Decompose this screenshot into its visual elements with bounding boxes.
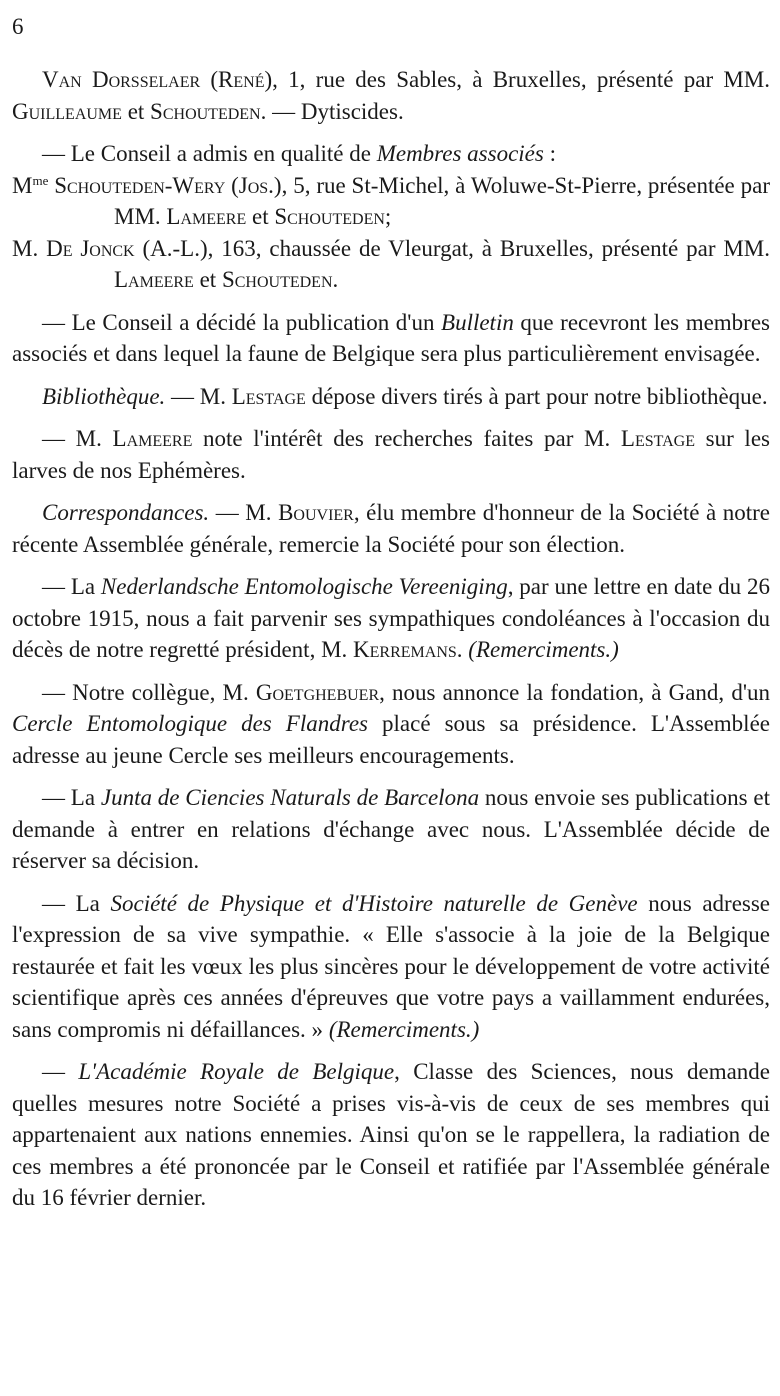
goetghebuer-paragraph: — Notre collègue, M. Goetghebuer, nous annonce la fondation, à Gand, d'un Cercle Entomologique des Flandres placé sous sa présidence. L'Assemblée adresse au jeune Cercle ses meilleurs encouragements. (12, 679, 770, 768)
bulletin-paragraph: — Le Conseil a décidé la publication d'un Bulletin que recevront les membres associés et dans lequel la faune de Belgique sera plus particulièrement envisagée. (12, 309, 771, 366)
barcelona-paragraph: — La Junta de Ciencies Naturals de Barcelona nous envoie ses publications et demande à entrer en relations d'échange avec nous. L'Assemblée décide de réserver sa décision. (12, 785, 770, 873)
bibliotheque-paragraph: Bibliothèque. — M. Lestage dépose divers tirés à part pour notre bibliothèque. (42, 383, 768, 409)
associates-intro: — Le Conseil a admis en qualité de Membres associés : (42, 141, 556, 166)
entry-de-jonck: M. De Jonck (A.-L.), 163, chaussée de Vleurgat, à Bruxelles, présenté par MM. Lameere et Schouteden. (12, 235, 770, 292)
member-name: Van Dorsselaer (René) (42, 67, 273, 92)
geneve-paragraph: — La Société de Physique et d'Histoire naturelle de Genève nous adresse l'expression de sa vive sympathie. « Elle s'associe à la joie de la Belgique restaurée et fait les vœux les plus sincères pour le développement de votre activité scientifique après ces années d'épreuves que votre pays a vaillamment endurées, sans compromis ni défaillances. » (Remerciments.) (12, 890, 771, 1042)
sponsor-name: Schouteden (274, 204, 385, 229)
sponsor-name: Schouteden (150, 98, 261, 124)
correspondances-paragraph: Correspondances. — M. Bouvier, élu membre d'honneur de la Société à notre récente Assemblée générale, remercie la Société pour son élection. (12, 500, 771, 557)
sponsor-name: Schouteden (221, 267, 333, 292)
member-name: De Jonck (A.-L.) (46, 235, 208, 261)
page-number: 6 (12, 14, 24, 39)
sponsor-name: Lameere (114, 267, 194, 292)
lameere-note-paragraph: — M. Lameere note l'intérêt des recherches faites par M. Lestage sur les larves de nos Ephémères. (12, 426, 770, 483)
page-body (12, 64, 770, 1214)
academie-paragraph: — L'Académie Royale de Belgique, Classe des Sciences, nous demande quelles mesures notre Société a prises vis-à-vis de ceux de ses membres qui appartenaient aux nations ennemies. Ainsi qu'on se le rappellera, la radiation de ces membres a été prononcée par le Conseil et ratifiée par l'Assemblée générale du 16 février dernier. (12, 1059, 770, 1210)
entry-schouteden-wery: $M^{me}$ Schouteden-Wery (Jos.), 5, rue St-Michel, à Woluwe-St-Pierre, présentée par MM. Lameere et Schouteden; (12, 172, 771, 229)
entry-van-dorsselaer: Van Dorsselaer (René), 1, rue des Sables, à Bruxelles, présenté par MM. Guilleaume et Schouteden. — Dytiscides. (12, 67, 770, 124)
sponsor-name: Guilleaume (12, 98, 122, 124)
member-name: Schouteden-Wery (Jos.) (48, 172, 282, 198)
nederlandsche-paragraph: — La Nederlandsche Entomologische Vereeniging, par une lettre en date du 26 octobre 1915, nous a fait parvenir ses sympathiques condoléances à l'occasion du décès de notre regretté président, M. Kerremans. (Remerciments.) (12, 574, 770, 662)
section-heading: Correspondances. (42, 500, 210, 525)
sponsor-name: Lameere (166, 204, 247, 229)
section-heading: Bibliothèque. (42, 383, 166, 409)
